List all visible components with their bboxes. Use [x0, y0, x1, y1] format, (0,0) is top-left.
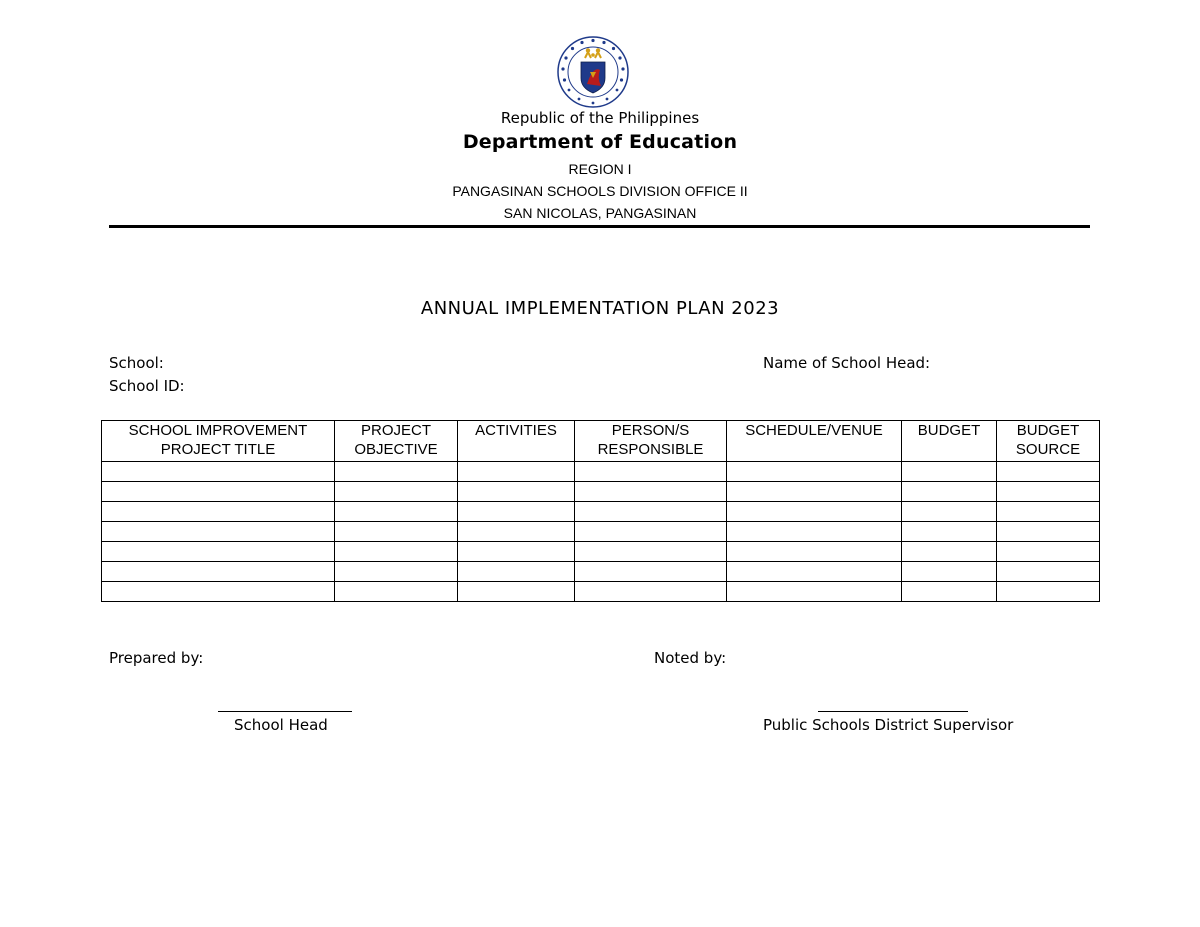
table-cell[interactable]: [102, 502, 335, 522]
table-cell[interactable]: [102, 482, 335, 502]
noted-by-label: Noted by:: [654, 649, 727, 667]
table-cell[interactable]: [335, 522, 458, 542]
table-cell[interactable]: [997, 582, 1100, 602]
table-row: [102, 562, 1100, 582]
table-cell[interactable]: [575, 522, 727, 542]
table-cell[interactable]: [902, 582, 997, 602]
table-cell[interactable]: [335, 502, 458, 522]
implementation-plan-table: [101, 420, 1100, 602]
division-office-line: PANGASINAN SCHOOLS DIVISION OFFICE II: [452, 183, 748, 199]
table-cell[interactable]: [458, 482, 575, 502]
header-budget-source: BUDGET SOURCE: [997, 421, 1100, 462]
table-cell[interactable]: [102, 522, 335, 542]
table-row: [102, 502, 1100, 522]
deped-seal-logo: [557, 36, 629, 108]
table-row: [102, 582, 1100, 602]
header-schedule-venue: SCHEDULE/VENUE: [727, 421, 902, 462]
location-line: SAN NICOLAS, PANGASINAN: [503, 205, 697, 221]
table-cell[interactable]: [575, 562, 727, 582]
supervisor-title: Public Schools District Supervisor: [763, 716, 1014, 734]
table-cell[interactable]: [997, 482, 1100, 502]
table-cell[interactable]: [727, 482, 902, 502]
table-cell[interactable]: [102, 582, 335, 602]
table-cell[interactable]: [102, 462, 335, 482]
table-cell[interactable]: [997, 522, 1100, 542]
header-divider: [109, 225, 1090, 228]
table-cell[interactable]: [102, 542, 335, 562]
school-id-label: School ID:: [109, 377, 185, 395]
table-cell[interactable]: [727, 462, 902, 482]
table-cell[interactable]: [997, 462, 1100, 482]
table-row: [102, 462, 1100, 482]
table-cell[interactable]: [902, 482, 997, 502]
header-project-objective: PROJECT OBJECTIVE: [335, 421, 458, 462]
table-cell[interactable]: [902, 542, 997, 562]
school-head-title: School Head: [234, 716, 328, 734]
table-cell[interactable]: [102, 562, 335, 582]
table-row: [102, 522, 1100, 542]
table-cell[interactable]: [997, 502, 1100, 522]
table-row: [102, 482, 1100, 502]
table-cell[interactable]: [335, 582, 458, 602]
table-cell[interactable]: [727, 502, 902, 522]
header-persons-responsible: PERSON/S RESPONSIBLE: [575, 421, 727, 462]
table-cell[interactable]: [575, 542, 727, 562]
table-cell[interactable]: [575, 582, 727, 602]
table-cell[interactable]: [458, 502, 575, 522]
region-line: REGION I: [568, 161, 632, 177]
table-row: [102, 542, 1100, 562]
table-cell[interactable]: [458, 522, 575, 542]
table-cell[interactable]: [458, 582, 575, 602]
table-cell[interactable]: [575, 502, 727, 522]
table-cell[interactable]: [902, 522, 997, 542]
header-project-title: SCHOOL IMPROVEMENT PROJECT TITLE: [102, 421, 335, 462]
table-cell[interactable]: [997, 562, 1100, 582]
table-header-row: [102, 421, 1100, 462]
prepared-by-label: Prepared by:: [109, 649, 204, 667]
header-budget: BUDGET: [902, 421, 997, 462]
table-cell[interactable]: [727, 562, 902, 582]
document-title: ANNUAL IMPLEMENTATION PLAN 2023: [420, 298, 780, 319]
table-cell[interactable]: [575, 462, 727, 482]
supervisor-signature-line: [818, 711, 968, 712]
table-cell[interactable]: [458, 462, 575, 482]
table-cell[interactable]: [458, 542, 575, 562]
table-cell[interactable]: [575, 482, 727, 502]
table-cell[interactable]: [902, 562, 997, 582]
school-head-signature-line: [218, 711, 352, 712]
department-name: Department of Education: [462, 131, 738, 153]
table-cell[interactable]: [727, 542, 902, 562]
table-cell[interactable]: [335, 482, 458, 502]
table-cell[interactable]: [997, 542, 1100, 562]
school-head-label: Name of School Head:: [763, 354, 931, 372]
header-activities: ACTIVITIES: [458, 421, 575, 462]
table-cell[interactable]: [335, 542, 458, 562]
table-cell[interactable]: [335, 462, 458, 482]
table-cell[interactable]: [902, 462, 997, 482]
table-cell[interactable]: [902, 502, 997, 522]
republic-line: Republic of the Philippines: [500, 109, 700, 127]
school-label: School:: [109, 354, 164, 372]
table-cell[interactable]: [727, 522, 902, 542]
table-cell[interactable]: [335, 562, 458, 582]
table-cell[interactable]: [727, 582, 902, 602]
table-cell[interactable]: [458, 562, 575, 582]
